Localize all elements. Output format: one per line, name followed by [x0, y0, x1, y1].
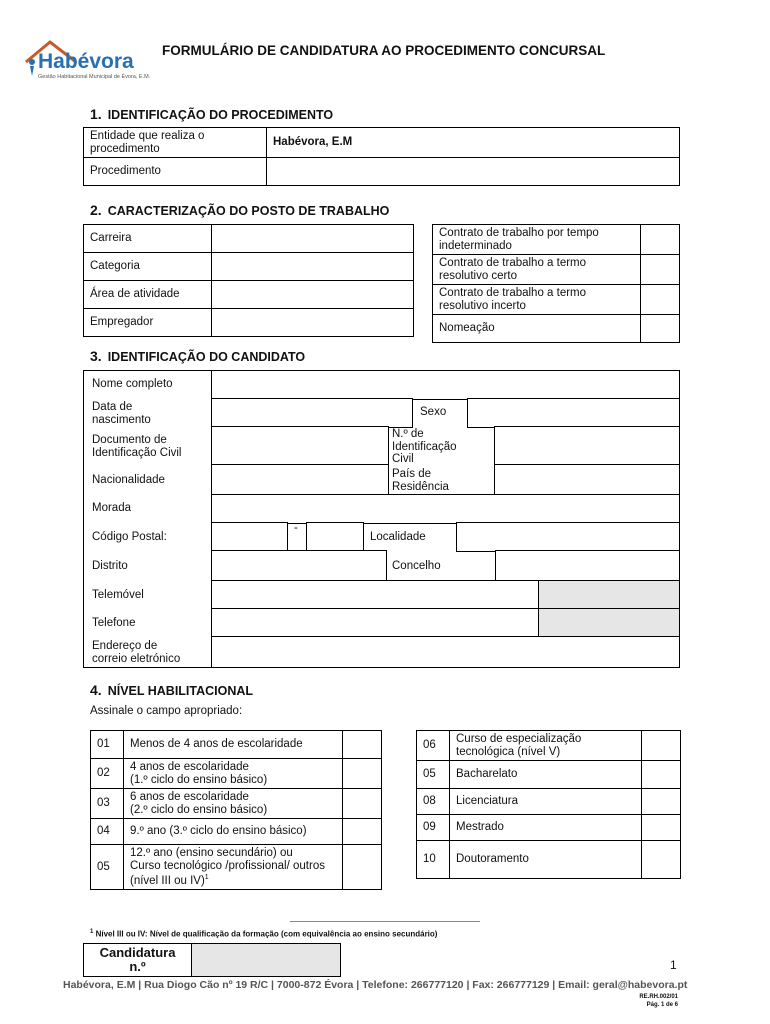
codigo-postal-field-2[interactable]	[306, 522, 364, 552]
section-title: IDENTIFICAÇÃO DO CANDIDATO	[107, 350, 306, 364]
education-left-table	[90, 730, 382, 890]
concelho-label: Concelho	[392, 560, 441, 572]
edu-desc: Bacharelato	[450, 761, 642, 789]
edu-desc: Menos de 4 anos de escolaridade	[124, 731, 343, 759]
telefone-label: Telefone	[92, 617, 136, 629]
telemovel-shaded-cell	[538, 580, 680, 610]
edu-code: 02	[91, 759, 124, 789]
codigo-postal-label: Código Postal:	[92, 531, 167, 543]
edu-desc: Doutoramento	[450, 841, 642, 879]
nacionalidade-label: Nacionalidade	[92, 474, 165, 486]
edu-checkbox[interactable]	[642, 731, 681, 761]
page-title: FORMULÁRIO DE CANDIDATURA AO PROCEDIMENTO CONCURSAL	[162, 43, 606, 58]
edu-desc: Licenciatura	[450, 789, 642, 815]
morada-field[interactable]	[211, 494, 680, 524]
footnote-text: Nível III ou IV: Nível de qualificação da formação (com equivalência ao ensino secundário)	[95, 929, 438, 939]
section-3-heading	[90, 348, 305, 364]
sexo-label: Sexo	[420, 406, 447, 418]
edu-desc: 6 anos de escolaridade (2.º ciclo do ensino básico)	[124, 789, 343, 819]
section-title: NÍVEL HABILITACIONAL	[107, 684, 254, 698]
distrito-field[interactable]	[211, 550, 387, 582]
section-title: IDENTIFICAÇÃO DO PROCEDIMENTO	[107, 108, 334, 122]
localidade-field[interactable]	[456, 522, 680, 552]
carreira-label: Carreira	[84, 225, 212, 253]
telemovel-label: Telemóvel	[92, 589, 144, 601]
nacionalidade-field[interactable]	[211, 464, 389, 496]
num-identificacao-field[interactable]	[494, 426, 680, 466]
contrato-certo-label: Contrato de trabalho a termo resolutivo certo	[433, 255, 641, 285]
edu-code: 10	[417, 841, 450, 879]
section-number: 2.	[90, 202, 102, 218]
localidade-label: Localidade	[370, 531, 426, 543]
codigo-postal-field-1[interactable]	[211, 522, 288, 552]
edu-code: 06	[417, 731, 450, 761]
section-4-heading	[90, 682, 253, 698]
logo	[20, 38, 160, 82]
procedimento-label: Procedimento	[84, 158, 267, 186]
nome-label: Nome completo	[92, 378, 173, 390]
morada-label: Morada	[92, 502, 131, 514]
num-identificacao-label: N.º de Identificação Civil	[392, 428, 457, 465]
empregador-label: Empregador	[84, 309, 212, 337]
footnote-mark: 1	[204, 874, 209, 881]
edu-desc: 4 anos de escolaridade (1.º ciclo do ensino básico)	[124, 759, 343, 789]
edu-code: 05	[417, 761, 450, 789]
section-number: 3.	[90, 348, 102, 364]
section-number: 1.	[90, 106, 102, 122]
contrato-certo-checkbox[interactable]	[641, 255, 680, 285]
edu-code: 03	[91, 789, 124, 819]
contrato-incerto-checkbox[interactable]	[641, 285, 680, 315]
nome-field[interactable]	[211, 370, 680, 400]
procedimento-field[interactable]	[267, 158, 680, 186]
empregador-field[interactable]	[212, 309, 414, 337]
entidade-value[interactable]: Habévora, E.M	[267, 128, 680, 158]
codigo-postal-separator: -	[294, 522, 298, 534]
page-number: 1	[670, 958, 677, 972]
page-count: Pág. 1 de 6	[646, 1002, 678, 1008]
categoria-field[interactable]	[212, 253, 414, 281]
footnote	[90, 929, 437, 939]
area-label: Área de atividade	[84, 281, 212, 309]
edu-checkbox[interactable]	[343, 789, 382, 819]
education-right-table	[416, 730, 681, 879]
sexo-field[interactable]	[467, 398, 680, 428]
edu-checkbox[interactable]	[642, 789, 681, 815]
document-reference: RE.RH.002/01	[639, 994, 678, 1000]
edu-desc: Curso de especialização tecnológica (nível V)	[450, 731, 642, 761]
candidatura-number-field[interactable]	[192, 944, 341, 977]
edu-desc: Mestrado	[450, 815, 642, 841]
email-label: Endereço de correio eletrónico	[92, 640, 181, 665]
edu-checkbox[interactable]	[343, 759, 382, 789]
candidatura-label: Candidatura n.º	[84, 944, 192, 977]
edu-code: 09	[417, 815, 450, 841]
area-field[interactable]	[212, 281, 414, 309]
footnote-rule	[290, 921, 480, 922]
entidade-label: Entidade que realiza o procedimento	[84, 128, 267, 158]
concelho-field[interactable]	[495, 550, 680, 582]
footer-contacts: Habévora, E.M | Rua Diogo Cão nº 19 R/C | 7000-872 Évora | Telefone: 266777120 | Fax: 266777129 | Email: geral@habevora.pt	[63, 979, 688, 991]
section-title: CARACTERIZAÇÃO DO POSTO DE TRABALHO	[107, 204, 390, 218]
carreira-field[interactable]	[212, 225, 414, 253]
edu-desc: 9.º ano (3.º ciclo do ensino básico)	[124, 819, 343, 845]
edu-checkbox[interactable]	[642, 841, 681, 879]
candidatura-table	[83, 943, 341, 977]
nomeacao-label: Nomeação	[433, 315, 641, 343]
documento-field[interactable]	[211, 426, 389, 466]
pais-residencia-field[interactable]	[494, 464, 680, 496]
pais-residencia-label: País de Residência	[392, 468, 449, 493]
section-4-instruction: Assinale o campo apropriado:	[90, 705, 243, 717]
data-nascimento-label: Data de nascimento	[92, 401, 151, 426]
contrato-incerto-label: Contrato de trabalho a termo resolutivo incerto	[433, 285, 641, 315]
edu-checkbox[interactable]	[343, 819, 382, 845]
job-table	[83, 224, 414, 337]
telefone-field[interactable]	[211, 608, 539, 638]
documento-label: Documento de Identificação Civil	[92, 434, 182, 459]
edu-code: 05	[91, 845, 124, 890]
categoria-label: Categoria	[84, 253, 212, 281]
distrito-label: Distrito	[92, 560, 128, 572]
nomeacao-checkbox[interactable]	[641, 315, 680, 343]
section-2-heading	[90, 202, 389, 218]
footnote-mark: 1	[90, 929, 94, 935]
edu-checkbox[interactable]	[343, 845, 382, 890]
telefone-shaded-cell	[538, 608, 680, 638]
section-number: 4.	[90, 682, 102, 698]
edu-code: 04	[91, 819, 124, 845]
procedure-table	[83, 127, 680, 186]
logo-text: Habévora	[38, 50, 134, 73]
edu-checkbox[interactable]	[642, 815, 681, 841]
edu-code: 08	[417, 789, 450, 815]
section-1-heading	[90, 106, 333, 122]
edu-desc: 12.º ano (ensino secundário) ou Curso tecnológico /profissional/ outros (nível III ou IV)$^1$	[124, 845, 343, 890]
contract-table	[432, 224, 680, 343]
contrato-indeterminado-label: Contrato de trabalho por tempo indeterminado	[433, 225, 641, 255]
edu-code: 01	[91, 731, 124, 759]
edu-checkbox[interactable]	[343, 731, 382, 759]
edu-checkbox[interactable]	[642, 761, 681, 789]
email-field[interactable]	[211, 636, 680, 668]
data-nascimento-field[interactable]	[211, 398, 413, 428]
telemovel-field[interactable]	[211, 580, 539, 610]
contrato-indeterminado-checkbox[interactable]	[641, 225, 680, 255]
logo-tagline: Gestão Habitacional Municipal de Évora, E.M.	[38, 74, 151, 80]
